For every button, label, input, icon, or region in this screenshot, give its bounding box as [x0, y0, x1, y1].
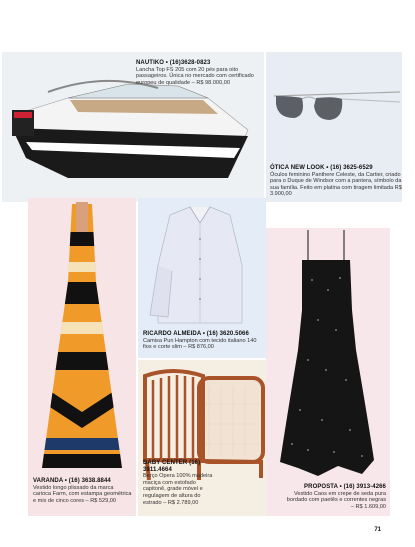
sequin-dress-image [278, 230, 376, 478]
black-dress-caption [286, 484, 386, 510]
black-dress-description: Vestido Caos em crepe de seda pura bordado com paetês e correntes negras – R$ 1.609,00 [286, 490, 386, 510]
shirt-description: Camisa Pun Hampton com tecido italiano 140 fios e corte slim – R$ 876,00 [143, 337, 257, 351]
crib-description: Berço Opera 100% madeira maciça com estofado capitonê, grade móvel e regulagem de altura do estrado – R$ 2.789,00 [143, 473, 213, 506]
glasses-description: Óculos feminino Panthere Celeste, da Cartier, criado para o Duque de Windsor com a pantera, símbolo da sua família. Feito em platina com tiragem limitada R$ 3.900,00 [270, 171, 402, 198]
boat-caption [136, 60, 264, 86]
shirt-caption [143, 331, 265, 351]
boat-description: Lancha Top FS 205 com 20 pés para oito passageiros. Única no mercado com certificado europeu de qualidade – R$ 98.000,00 [136, 66, 254, 86]
boat-brand: NAUTIKO • (16)3628-0823 [136, 60, 211, 66]
shirt-brand: RICARDO ALMEIDA • (16) 3620.5066 [143, 331, 249, 337]
dress-shirt-image [150, 205, 250, 323]
sunglasses-image [272, 90, 402, 130]
maxi-dress-description: Vestido longo plissado da marca carioca Farm, com estampa geométrica e mix de cinco cores – R$ 529,00 [33, 484, 132, 504]
glasses-brand: ÓTICA NEW LOOK • (16) 3625-6529 [270, 165, 373, 171]
black-dress-brand: PROPOSTA • (16) 3913-4266 [304, 484, 386, 490]
crib-caption [143, 460, 215, 506]
speedboat-image [8, 78, 258, 188]
maxi-dress-brand: VARANDA • (16) 3638.8844 [33, 478, 111, 484]
glasses-caption [270, 165, 402, 198]
crib-brand: BABY CENTER (16) 3911.4664 [143, 460, 201, 473]
maxi-dress-caption [33, 478, 133, 504]
striped-dress-image [36, 202, 128, 470]
page-number: 71 [374, 527, 381, 533]
